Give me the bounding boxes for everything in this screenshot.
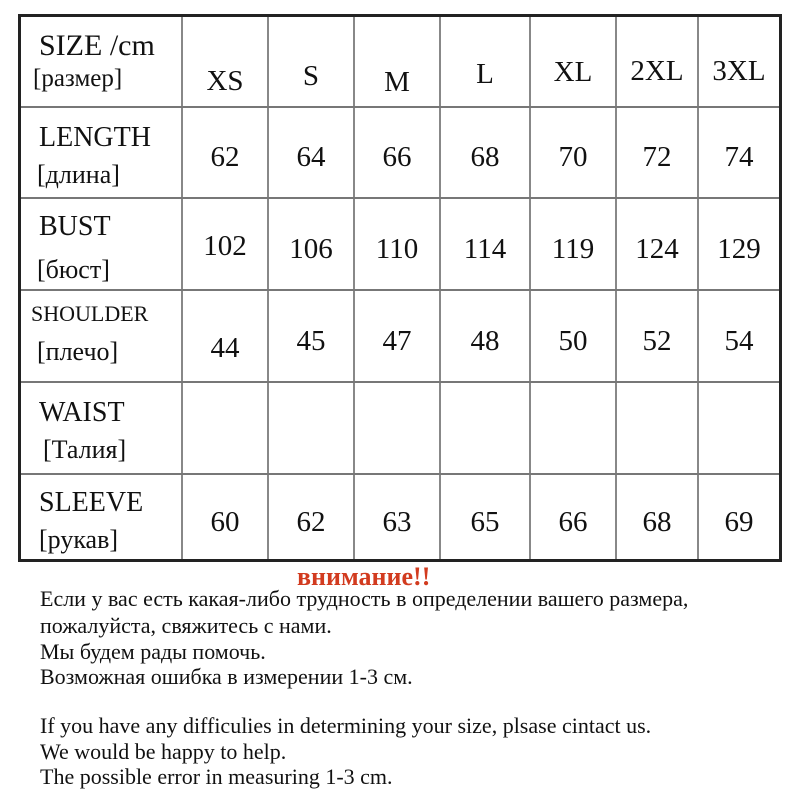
- table-cell: [697, 17, 779, 106]
- table-cell: [529, 383, 615, 473]
- table-cell: [181, 475, 267, 559]
- table-cell: [439, 17, 529, 106]
- measurement-value: 45: [296, 324, 326, 357]
- table-cell: [615, 108, 697, 197]
- row-label-cell: [21, 17, 181, 106]
- table-cell: [181, 199, 267, 289]
- row-label-en: SHOULDER: [31, 301, 149, 326]
- measurement-value: 68: [470, 141, 500, 173]
- table-cell: [267, 291, 353, 381]
- note-ru-line-4: Возможная ошибка в измерении 1-3 см.: [40, 664, 413, 689]
- note-en-line-3: The possible error in measuring 1-3 cm.: [40, 764, 393, 789]
- measurement-value: 54: [724, 324, 754, 357]
- table-cell: [439, 475, 529, 559]
- measurement-value: 44: [210, 331, 240, 364]
- row-label-ru: [длина]: [37, 160, 120, 189]
- measurement-value: [441, 383, 529, 473]
- row-label-cell: [21, 108, 181, 197]
- note-ru-line-2: пожалуйста, свяжитесь с нами.: [40, 613, 332, 638]
- row-label-ru: [размер]: [33, 65, 123, 92]
- table-row: [21, 475, 779, 559]
- size-column-label: 2XL: [630, 55, 684, 87]
- size-column-label: XS: [206, 65, 244, 97]
- measurement-value: 66: [558, 505, 588, 538]
- row-label-ru: [Талия]: [43, 435, 127, 464]
- table-cell: [353, 199, 439, 289]
- table-cell: [697, 291, 779, 381]
- table-cell: [529, 17, 615, 106]
- measurement-value: 114: [463, 232, 507, 265]
- measurement-value: 102: [203, 229, 247, 262]
- measurement-value: 110: [375, 232, 419, 265]
- row-label-ru: [плечо]: [37, 337, 119, 366]
- size-column-label: 3XL: [712, 55, 766, 87]
- table-cell: [181, 383, 267, 473]
- table-cell: [697, 108, 779, 197]
- size-column-label: L: [476, 58, 494, 90]
- row-label-cell: [21, 383, 181, 473]
- table-cell: [697, 199, 779, 289]
- measurement-value: 60: [210, 505, 240, 538]
- table-cell: [181, 17, 267, 106]
- measurement-value: [183, 383, 267, 473]
- measurement-value: 72: [642, 141, 672, 173]
- row-label-en: SLEEVE: [39, 487, 144, 518]
- measurement-value: 129: [717, 232, 761, 265]
- row-label-cell: [21, 475, 181, 559]
- table-cell: [267, 199, 353, 289]
- table-cell: [697, 383, 779, 473]
- note-en-line-1: If you have any difficulies in determining your size, plsase cintact us.: [40, 713, 652, 738]
- table-cell: [529, 199, 615, 289]
- table-row: [21, 199, 779, 291]
- row-label-ru: [рукав]: [39, 525, 119, 554]
- note-ru-line-1: Если у вас есть какая-либо трудность в определении вашего размера,: [40, 586, 689, 611]
- table-header-row: [21, 17, 779, 108]
- measurement-value: 52: [642, 324, 672, 357]
- table-cell: [267, 475, 353, 559]
- table-cell: [181, 291, 267, 381]
- measurement-value: 62: [296, 505, 326, 538]
- size-column-label: M: [384, 66, 410, 98]
- table-cell: [697, 475, 779, 559]
- size-column-label: XL: [553, 56, 593, 88]
- row-label-en: BUST: [39, 211, 111, 242]
- measurement-value: 106: [289, 232, 333, 265]
- measurement-value: [355, 383, 439, 473]
- table-cell: [353, 383, 439, 473]
- measurement-value: 69: [724, 505, 754, 538]
- row-label-cell: [21, 199, 181, 289]
- table-cell: [353, 17, 439, 106]
- table-cell: [529, 108, 615, 197]
- size-column-label: S: [302, 60, 320, 92]
- table-cell: [615, 291, 697, 381]
- attention-note: внимание!!: [297, 562, 431, 591]
- measurement-value: 47: [382, 324, 412, 357]
- measurement-value: 48: [470, 324, 500, 357]
- size-table: [18, 14, 782, 562]
- measurement-value: 68: [642, 505, 672, 538]
- table-row: [21, 108, 779, 199]
- table-cell: [439, 291, 529, 381]
- table-cell: [615, 475, 697, 559]
- table-cell: [615, 199, 697, 289]
- table-cell: [615, 383, 697, 473]
- row-label-ru: [бюст]: [37, 255, 110, 284]
- table-cell: [267, 383, 353, 473]
- measurement-value: 50: [558, 324, 588, 357]
- table-cell: [267, 108, 353, 197]
- measurement-value: [531, 383, 615, 473]
- table-cell: [439, 199, 529, 289]
- table-cell: [181, 108, 267, 197]
- row-label-en: SIZE /cm: [39, 29, 155, 62]
- table-cell: [353, 475, 439, 559]
- note-en-line-2: We would be happy to help.: [40, 739, 287, 764]
- measurement-value: [699, 383, 779, 473]
- measurement-value: 70: [558, 141, 588, 173]
- note-ru-line-3: Мы будем рады помочь.: [40, 639, 266, 664]
- table-cell: [529, 291, 615, 381]
- measurement-value: 65: [470, 505, 500, 538]
- table-row: [21, 291, 779, 383]
- table-cell: [529, 475, 615, 559]
- measurement-value: 66: [382, 141, 412, 173]
- measurement-value: [269, 383, 353, 473]
- table-cell: [267, 17, 353, 106]
- table-cell: [353, 108, 439, 197]
- row-label-cell: [21, 291, 181, 381]
- measurement-value: 64: [296, 141, 326, 173]
- measurement-value: 63: [382, 505, 412, 538]
- measurement-value: 74: [724, 141, 754, 173]
- table-cell: [439, 383, 529, 473]
- measurement-value: 62: [210, 141, 240, 173]
- row-label-en: LENGTH: [39, 122, 151, 153]
- table-cell: [615, 17, 697, 106]
- measurement-value: 119: [551, 232, 595, 265]
- row-label-en: WAIST: [39, 397, 125, 428]
- table-cell: [353, 291, 439, 381]
- table-cell: [439, 108, 529, 197]
- measurement-value: [617, 383, 697, 473]
- measurement-value: 124: [635, 232, 679, 265]
- table-row: [21, 383, 779, 475]
